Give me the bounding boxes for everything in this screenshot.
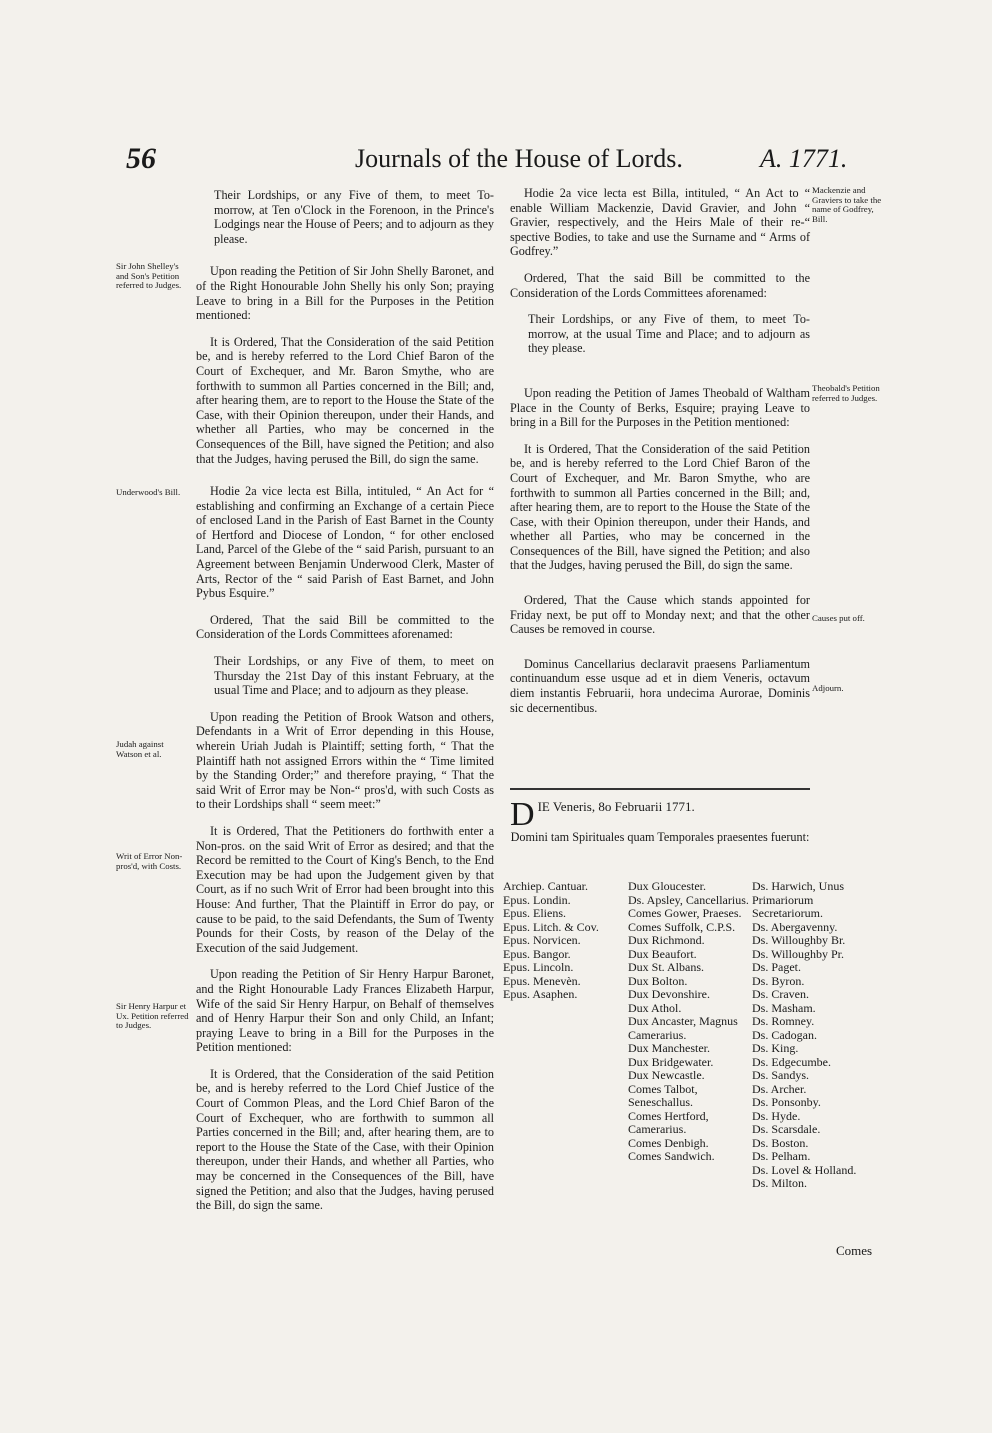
journal-title: Journals of the House of Lords. (355, 144, 683, 173)
margin-note-shelley: Sir John Shelley's and Son's Petition referred to Judges. (116, 261, 182, 291)
lord-entry: Ds. Willoughby Br. (752, 933, 846, 947)
lord-entry: Ds. Cadogan. (752, 1027, 817, 1042)
paragraph: Hodie 2a vice lecta est Billa, intituled, “ An Act for “ establishing and confirming an Exchange of a certain Piece of enclosed Land in the Parish of East Barnet in the County of Hertford and Diocese of London, “ for other enclosed Land, Parcel of the Glebe of the “ said Parish, pursuant to an Agreement between Benjamin Underwood Clerk, Master of Arts, Rector of the “ said Parish of East Barnet, and John Pybus Esquire.” (196, 484, 494, 601)
margin-note-adjourn: Adjourn. (812, 683, 844, 693)
lord-entry: Dux Bridgewater. (628, 1054, 714, 1069)
lords-list-dukes-earls (628, 880, 750, 1164)
margin-note-theobald: Theobald's Petition referred to Judges. (812, 383, 880, 403)
section-rule (510, 788, 810, 790)
lord-entry: Ds. Masham. (752, 1000, 816, 1015)
lord-entry: Ds. Lovel & Holland. (752, 1162, 857, 1177)
lord-entry: Ds. Ponsonby. (752, 1095, 821, 1109)
paragraph: Their Lordships, or any Five of them, to meet To-morrow, at Ten o'Clock in the Forenoon, in the Prince's Lodgings near the House of Peers; and to adjourn as they please. (214, 188, 494, 246)
catchword: Comes (836, 1243, 873, 1258)
lord-entry: Ds. Archer. (752, 1081, 807, 1096)
lord-entry: Epus. Bangor. (503, 946, 571, 961)
lord-entry: Comes Suffolk, C.P.S. (628, 919, 736, 934)
paragraph: Upon reading the Petition of Sir Henry Harpur Baronet, and the Right Honourable Lady Frances Elizabeth Harpur, Wife of the said Sir Henry Harpur, on Behalf of themselves and of Henry Harpur their Son and only Child, an Infant; praying Leave to bring in a Bill for the Purposes in the Petition mentioned: (196, 967, 494, 1055)
lord-entry: Epus. Menevèn. (503, 973, 581, 988)
lord-entry: Epus. Eliens. (503, 906, 566, 920)
paragraph: Upon reading the Petition of Brook Watson and others, Defendants in a Writ of Error depending in this House, wherein Uriah Judah is Plaintiff; setting forth, “ That the Plaintiff hath not assigned Errors within the “ Time limited by the Standing Order;” and therefore praying, “ That the said Writ of Error may be Non-“ pros'd, with such Costs as to their Lordships shall “ seem meet:” (196, 709, 494, 812)
paragraph: Dominus Cancellarius declaravit praesens Parliamentum continuandum esse usque ad et in diem Veneris, octavum diem instantis Februarii, hora undecima Aurorae, Dominis sic decernentibus. (510, 656, 810, 715)
lord-entry: Dux Beaufort. (628, 946, 697, 961)
lord-entry: Ds. Craven. (752, 987, 809, 1001)
lord-entry: Dux Newcastle. (628, 1068, 705, 1082)
paragraph: Ordered, That the Cause which stands appointed for Friday next, be put off to Monday next; and that the other Causes be removed in course. (510, 593, 810, 637)
lord-entry: Epus. Lincoln. (503, 960, 574, 974)
paragraph: Upon reading the Petition of James Theobald of Waltham Place in the County of Berks, Esquire; praying Leave to bring in a Bill for the Purposes in the Petition mentioned: (510, 385, 810, 430)
paragraph: Ordered, That the said Bill be committed to the Consideration of the Lords Committees aforenamed: (510, 270, 810, 300)
lord-entry: Comes Denbigh. (628, 1135, 709, 1150)
paragraph: It is Ordered, That the Consideration of the said Petition be, and is hereby referred to the Lord Chief Baron of the Court of Exchequer, and Mr. Baron Smythe, who are forthwith to summon all Parties concerned in the Bill; and, after hearing them, are to report to the House the State of the Case, with their Opinion thereupon, under their Hands, and whether all Parties, who may be concerned in the Consequences of the Bill, have signed the Petition; and also that the Judges, having perused the Bill, do sign the same. (196, 334, 494, 466)
margin-note-causes: Causes put off. (812, 613, 865, 623)
lord-entry: Ds. Sandys. (752, 1068, 810, 1082)
lord-entry: Ds. Hyde. (752, 1108, 801, 1123)
page-header (0, 140, 992, 180)
paragraph: It is Ordered, That the Consideration of the said Petition be, and is hereby referred to the Lord Chief Baron of the Court of Exchequer, and Mr. Baron Smythe, who are forthwith to summon all Parties concerned in the Bill; and, after hearing them, are to report to the House the State of the Case, with their Opinion thereupon, under their Hands, and whether all Parties, who may be concerned in the Consequences of the Bill, have signed the Petition; and also that the Judges, having perused the Bill, do sign the same. (510, 441, 810, 573)
paragraph: Their Lordships, or any Five of them, to meet To-morrow, at the usual Time and Place; and to adjourn as they please. (528, 312, 810, 356)
lord-entry: Epus. Litch. & Cov. (503, 919, 599, 934)
paragraph: It is Ordered, that the Consideration of the said Petition be, and is hereby referred to the Lord Chief Justice of the Court of Common Pleas, and the Lord Chief Baron of the Court of Exchequer, who are forthwith to summon all Parties concerned in the Bill; and, after hearing them, are to report to the House the State of the Case, with their Opinion thereupon, under their Hands, and whether all Parties, who may be concerned in the Consequences of the Bill, have signed the Petition; and also that the Judges, having perused the Bill, do sign the same. (196, 1066, 494, 1213)
lord-entry: Dux Devonshire. (628, 987, 710, 1001)
lord-entry: Dux Gloucester. (628, 879, 706, 893)
lord-entry: Comes Gower, Praeses. (628, 906, 742, 920)
date-line (510, 796, 810, 833)
paragraph: It is Ordered, That the Petitioners do forthwith enter a Non-pros. on the said Writ of Error as desired; and that the Record be remitted to the Court of King's Bench, to the End Execution may be had upon the Judgement given by that Court, as if no such Writ of Error had been brought into this House: And further, That the Plaintiff in Error do pay, or cause to be paid, to the said Defendants, the Sum of Twenty Pounds for their Costs, by reason of the Delay of the Execution of the said Judgement. (196, 823, 494, 955)
lord-entry: Epus. Londin. (503, 892, 571, 907)
lord-entry: Ds. Edgecumbe. (752, 1054, 831, 1069)
lord-entry: Comes Sandwich. (628, 1149, 715, 1163)
lord-entry: Comes Hertford, Camerarius. (628, 1108, 709, 1136)
lord-entry: Dux Richmond. (628, 933, 705, 947)
date-text: IE Veneris, 8o Februarii 1771. (537, 799, 695, 814)
present-line: Domini tam Spirituales quam Temporales praesentes fuerunt: (510, 830, 810, 844)
year: A. 1771. (760, 144, 848, 173)
lord-entry: Ds. Milton. (752, 1176, 808, 1190)
paragraph: Ordered, That the said Bill be committed to the Consideration of the Lords Committees aforenamed: (196, 612, 494, 642)
lord-entry: Ds. Byron. (752, 973, 805, 988)
margin-note-underwood: Underwood's Bill. (116, 487, 181, 497)
lords-list-spiritual (503, 880, 623, 1002)
drop-cap: D (510, 796, 535, 833)
margin-note-mackenzie: Mackenzie and Graviers to take the name of Godfrey, Bill. (812, 185, 882, 224)
lord-entry: Ds. Abergavenny. (752, 919, 838, 934)
paragraph: Upon reading the Petition of Sir John Shelly Baronet, and of the Right Honourable John Shelly his only Son; praying Leave to bring in a Bill for the Purposes in the Petition mentioned: (196, 264, 494, 323)
lord-entry: Dux Athol. (628, 1000, 682, 1015)
lord-entry: Ds. Harwich, Unus Primariorum Secretariorum. (752, 879, 844, 920)
left-column (196, 188, 494, 1225)
lords-list-barons (752, 880, 876, 1191)
margin-note-judah: Judah against Watson et al. (116, 739, 164, 759)
lord-entry: Ds. Apsley, Cancellarius. (628, 892, 749, 907)
margin-note-writ-of-error: Writ of Error Non-pros'd, with Costs. (116, 851, 183, 871)
lord-entry: Dux St. Albans. (628, 960, 705, 974)
lord-entry: Dux Ancaster, Magnus Camerarius. (628, 1014, 738, 1042)
lord-entry: Ds. King. (752, 1041, 799, 1055)
sitting-heading (510, 796, 810, 863)
lord-entry: Ds. Pelham. (752, 1149, 811, 1163)
page-number: 56 (126, 142, 156, 175)
lord-entry: Ds. Scarsdale. (752, 1122, 821, 1136)
lord-entry: Comes Talbot, Seneschallus. (628, 1081, 698, 1109)
lord-entry: Dux Bolton. (628, 973, 688, 988)
lord-entry: Ds. Romney. (752, 1014, 815, 1028)
paragraph: Hodie 2a vice lecta est Billa, intituled, “ An Act to “ enable William Mackenzie, David Gravier, and John “ Gravier, respectively, and the Heirs Male of their re-“ spective Bodies, to take and use the Surname and “ Arms of Godfrey.” (510, 186, 810, 259)
lord-entry: Epus. Asaphen. (503, 987, 578, 1001)
right-column (510, 186, 810, 727)
margin-note-harpur: Sir Henry Harpur et Ux. Petition referred to Judges. (116, 1001, 189, 1031)
lord-entry: Dux Manchester. (628, 1041, 710, 1055)
lord-entry: Ds. Willoughby Pr. (752, 946, 844, 961)
lord-entry: Archiep. Cantuar. (503, 879, 588, 893)
lord-entry: Ds. Boston. (752, 1135, 809, 1150)
paragraph: Their Lordships, or any Five of them, to meet on Thursday the 21st Day of this instant February, at the usual Time and Place; and to adjourn as they please. (214, 654, 494, 698)
lord-entry: Epus. Norvicen. (503, 933, 581, 947)
lord-entry: Ds. Paget. (752, 960, 801, 974)
